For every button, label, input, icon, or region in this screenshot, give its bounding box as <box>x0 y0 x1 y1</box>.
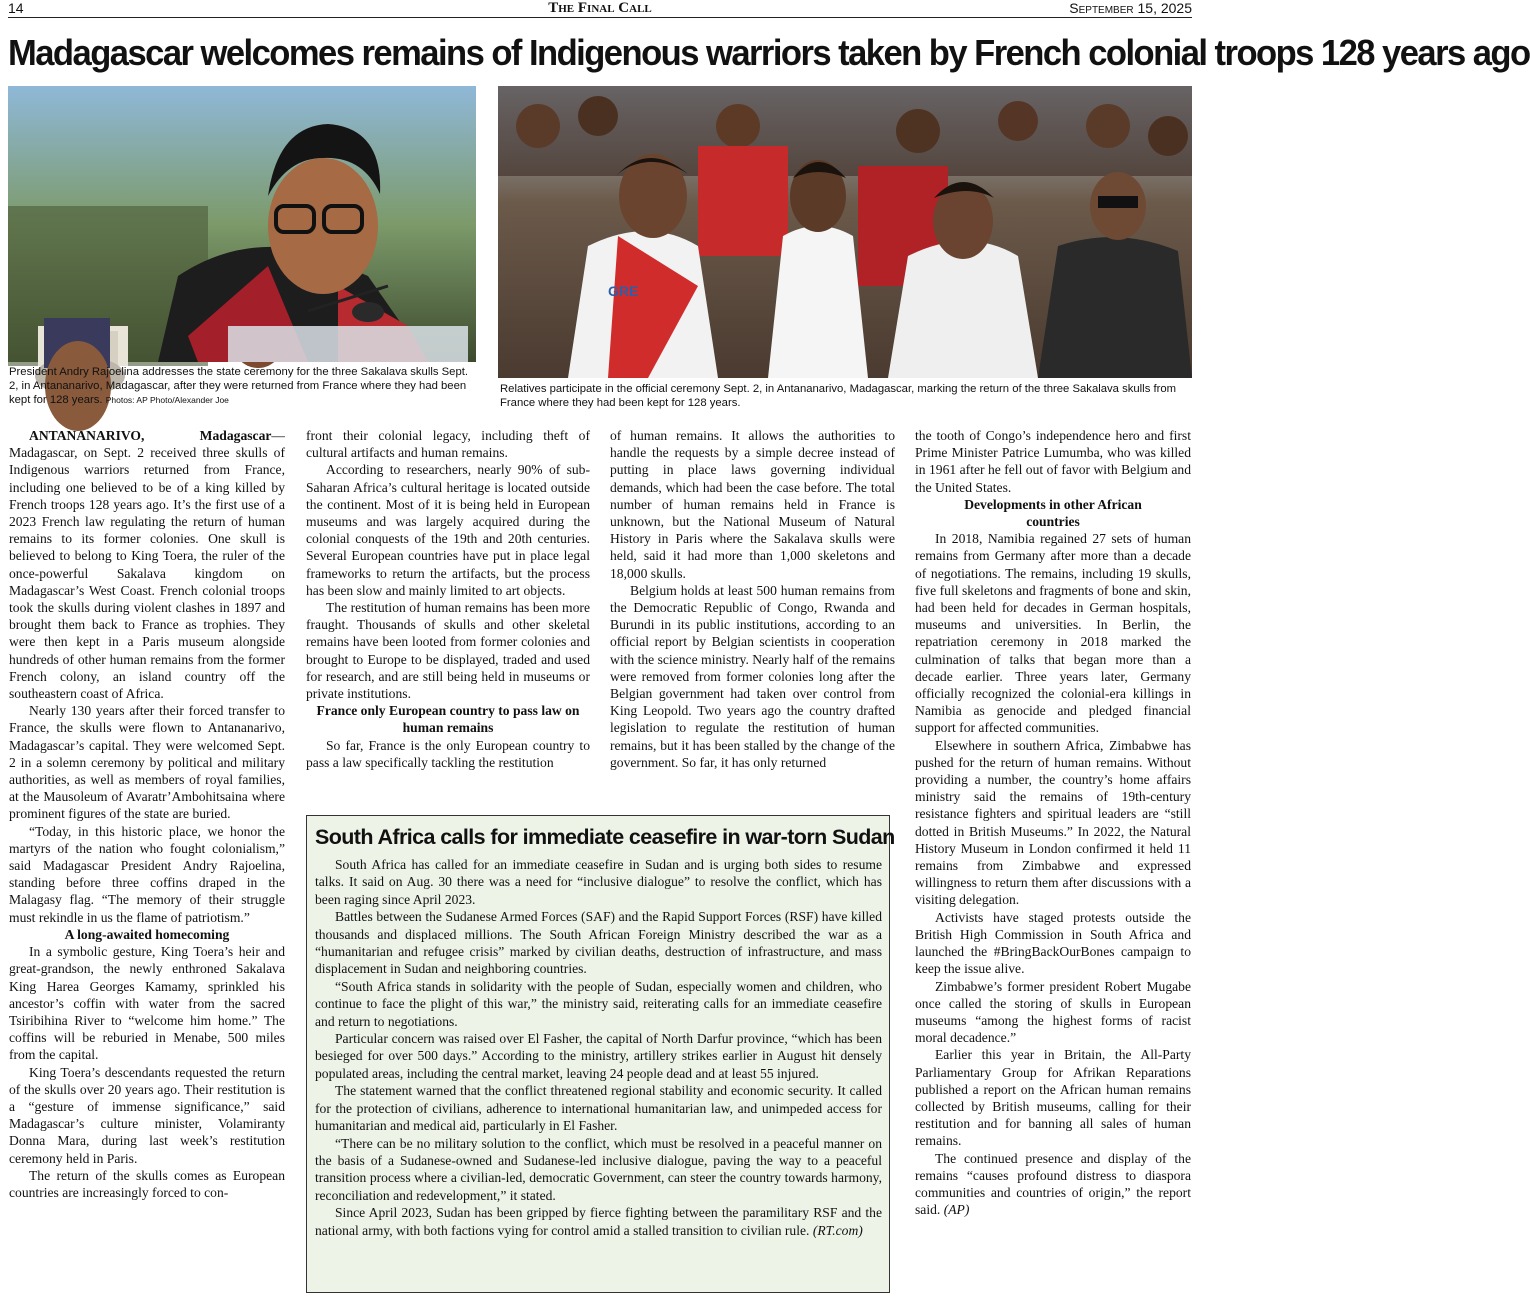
article-column-3 <box>610 427 895 771</box>
paragraph: Elsewhere in southern Africa, Zimbabwe has pushed for the return of human remains. Without providing a number, the country’s home affairs ministry said the remains of 19th-century resistance fighters and spiritual leaders are “still dotted in British Museums.” In 2022, the Natural History Museum in London confirmed it held 11 remains from Zimbabwe and expressed willingness to return them after discussions with a visiting delegation. <box>915 737 1191 908</box>
paragraph: King Toera’s descendants requested the return of the skulls over 20 years ago. Their restitution is a “gesture of immense significance,” said Madagascar’s culture minister, Volamiranty Donna Mara, during last week’s restitution ceremony held in Paris. <box>9 1064 285 1166</box>
article-source: (AP) <box>943 1202 970 1218</box>
paragraph: of human remains. It allows the authorities to handle the requests by a simple decree instead of putting in place laws governing individual demands, which had been the case before. The total number of human remains held in France is unknown, but the National Museum of Natural History in Paris where the Sakalava skulls were held, said it had more than 1,000 skeletons and 18,000 skulls. <box>610 428 895 581</box>
sidebar-paragraph <box>315 1204 882 1239</box>
masthead-rule <box>8 17 1192 18</box>
paragraph: “Today, in this historic place, we honor the martyrs of the nation who fought colonialism,” said Madagascar President Andry Rajoelina, standing before three coffins draped in the Malagasy flag. “The memory of their struggle must rekindle in us the flame of patriotism.” <box>9 823 285 925</box>
caption-text: Relatives participate in the official ceremony Sept. 2, in Antananarivo, Madagascar, marking the return of the three Sakalava skulls from France where they had been kept for 128 years. <box>500 383 1177 409</box>
paragraph: Nearly 130 years after their forced transfer to France, the skulls were flown to Antananarivo, Madagascar’s capital. They were welcomed Sept. 2 in a solemn ceremony by political and military authorities, as well as members of royal families, at the Mausoleum of Avaratr’Ambohitsaina where prominent figures of the state are buried. <box>9 703 285 822</box>
sidebar-paragraph: Battles between the Sudanese Armed Forces (SAF) and the Rapid Support Forces (RSF) have killed thousands and displaced millions. The South African Foreign Ministry described the war as a “humanitarian and refugee crisis” marked by civilian deaths, destruction of infrastructure, and mass displacement in Sudan and neighboring countries. <box>315 909 882 977</box>
paragraph: In a symbolic gesture, King Toera’s heir and great-grandson, the newly enthroned Sakalava King Harea Georges Kamamy, sprinkled his ancestor’s coffin with water from the sacred Tsiribihina River to “welcome him home.” The coffins will be reburied in Menabe, 500 miles from the capital. <box>9 944 285 1063</box>
photo-caption-2 <box>500 382 1190 410</box>
sidebar-source: (RT.com) <box>812 1222 863 1238</box>
paragraph: The return of the skulls comes as European countries are increasingly forced to con- <box>9 1167 285 1200</box>
publication-name: The Final Call <box>548 0 652 16</box>
article-column-1 <box>9 427 285 1201</box>
subheading: Developments in other African countries <box>964 496 1142 530</box>
paragraph: The restitution of human remains has been more fraught. Thousands of skulls and other skeletal remains have been looted from former colonies and brought to Europe to be displayed, traded and used for research, and are still being held in museums or private institutions. <box>306 600 590 702</box>
paragraph: Earlier this year in Britain, the All-Party Parliamentary Group for Afrikan Reparations published a report on the African human remains collected by British museums, calling for their restitution and for banning all sales of human remains. <box>915 1047 1191 1149</box>
shirt-text: GRE <box>608 283 639 299</box>
paragraph: Zimbabwe’s former president Robert Mugabe once called the storing of skulls in European museums “among the highest forms of racist moral decadence.” <box>915 978 1191 1046</box>
sidebar-paragraph: South Africa has called for an immediate ceasefire in Sudan and is urging both sides to resume talks. It said on Aug. 30 there was a need for “inclusive dialogue” to resolve the conflict, which has been raging since April 2023. <box>315 857 882 907</box>
photo-president-speaking <box>8 86 476 362</box>
paragraph: —Madagascar, on Sept. 2 received three skulls of Indigenous warriors returned from France, including one believed to be of a king killed by French troops 128 years ago. It’s the first use of a 2023 French law regulating the return of human remains to its former colonies. One skull is believed to belong to King Toera, the ruler of the once-powerful Sakalava kingdom on Madagascar’s West Coast. French colonial troops took the skulls during violent clashes in 1897 and brought them back to France as trophies. They were then kept in a Paris museum alongside hundreds of other human remains from the former French colony, an island country off the southeastern coast of Africa. <box>9 428 285 702</box>
page-number: 14 <box>8 0 24 16</box>
sidebar-sudan-story <box>306 815 895 1293</box>
sidebar-paragraph: The statement warned that the conflict threatened regional stability and economic security. It called for the protection of civilians, adherence to international humanitarian law, and unimpeded access for humanitarian and medical aid, particularly in El Fasher. <box>315 1083 882 1134</box>
paragraph-text: The continued presence and display of the remains “causes profound distress to diaspora communities and countries of origin,” the report said. <box>915 1150 1191 1218</box>
sidebar-paragraph: “South Africa stands in solidarity with the people of Sudan, especially women and children, who continue to face the plight of this war,” the ministry said, reiterating calls for an immediate ceasefire and return to negotiations. <box>315 978 882 1029</box>
paragraph <box>915 1150 1191 1219</box>
photo-caption-1 <box>9 365 475 407</box>
paragraph: So far, France is the only European country to pass a law specifically tackling the restitution <box>306 737 590 770</box>
sidebar-paragraph-text: Since April 2023, Sudan has been gripped by fierce fighting between the paramilitary RSF and the national army, with both factions vying for control amid a stalled transition to civilian rule. <box>315 1205 882 1238</box>
masthead <box>8 0 1192 18</box>
sidebar-headline: South Africa calls for immediate ceasefire in war-torn Sudan <box>315 825 895 849</box>
paragraph: In 2018, Namibia regained 27 sets of human remains from Germany after more than a decade of negotiations. The remains, including 19 skulls, five full skeletons and fragments of bone and skin, had been held for decades in German hospitals, museums and universities. In Berlin, the repatriation ceremony in 2018 marked the culmination of talks that began more than a decade earlier. Three years later, Germany officially recognized the colonial-era killings in Namibia as genocide and pledged financial support for affected communities. <box>915 531 1191 736</box>
article-column-4 <box>915 427 1191 1218</box>
paragraph: Belgium holds at least 500 human remains from the Democratic Republic of Congo, Rwanda and Burundi in its public institutions, according to an official report by Belgian scientists in cooperation with the science ministry. Nearly half of the remains were removed from former colonies long after the Belgian government had taken over control from King Leopold. Two years ago the country drafted legislation to regulate the restitution of human remains, but it has been stalled by the change of the government. So far, it has only returned <box>610 582 895 770</box>
paragraph: According to researchers, nearly 90% of sub-Saharan Africa’s cultural heritage is located outside the continent. Most of it is being held in European museums and was largely acquired during the colonial conquests of the 19th and 20th centuries. Several European countries have put in place legal frameworks to return the artifacts, but the process has been slow and mainly limited to art objects. <box>306 462 590 598</box>
article-column-2 <box>306 427 590 771</box>
paragraph: front their colonial legacy, including theft of cultural artifacts and human remains. <box>306 428 590 461</box>
photo-ceremony-relatives <box>498 86 1192 378</box>
dateline: ANTANANARIVO, Madagascar <box>29 428 272 443</box>
paragraph: the tooth of Congo’s independence hero and first Prime Minister Patrice Lumumba, who was killed in 1961 after he fell out of favor with Belgium and the United States. <box>915 428 1191 495</box>
subheading: France only European country to pass law on human remains <box>316 703 580 736</box>
sidebar-paragraph: Particular concern was raised over El Fasher, the capital of North Darfur province, “which has been besieged for over 500 days.” According to the ministry, artillery strikes earlier in August hit densely populated areas, including the central market, leaving 24 people dead and at least 55 injured. <box>315 1031 882 1081</box>
sidebar-paragraph: “There can be no military solution to the conflict, which must be resolved in a peaceful manner on the basis of a Sudanese-owned and Sudanese-led inclusive dialogue, paving the way to a peaceful transition process where a civilian-led, democratic Government, can steer the country towards harmony, reconciliation and redevelopment,” it stated. <box>315 1135 882 1203</box>
issue-date: September 15, 2025 <box>1069 0 1192 16</box>
photo-credit: Photos: AP Photo/Alexander Joe <box>105 395 229 405</box>
caption-text: President Andry Rajoelina addresses the state ceremony for the three Sakalava skulls Sept. 2, in Antananarivo, Madagascar, after they were returned from France where they had been kept for 128 years. <box>9 366 469 406</box>
subheading: A long-awaited homecoming <box>64 926 230 942</box>
paragraph: Activists have staged protests outside the British High Commission in South Africa and launched the #BringBackOurBones campaign to keep the issue alive. <box>915 909 1191 977</box>
page-headline: Madagascar welcomes remains of Indigenous warriors taken by French colonial troops 128 years ago <box>8 32 1530 73</box>
